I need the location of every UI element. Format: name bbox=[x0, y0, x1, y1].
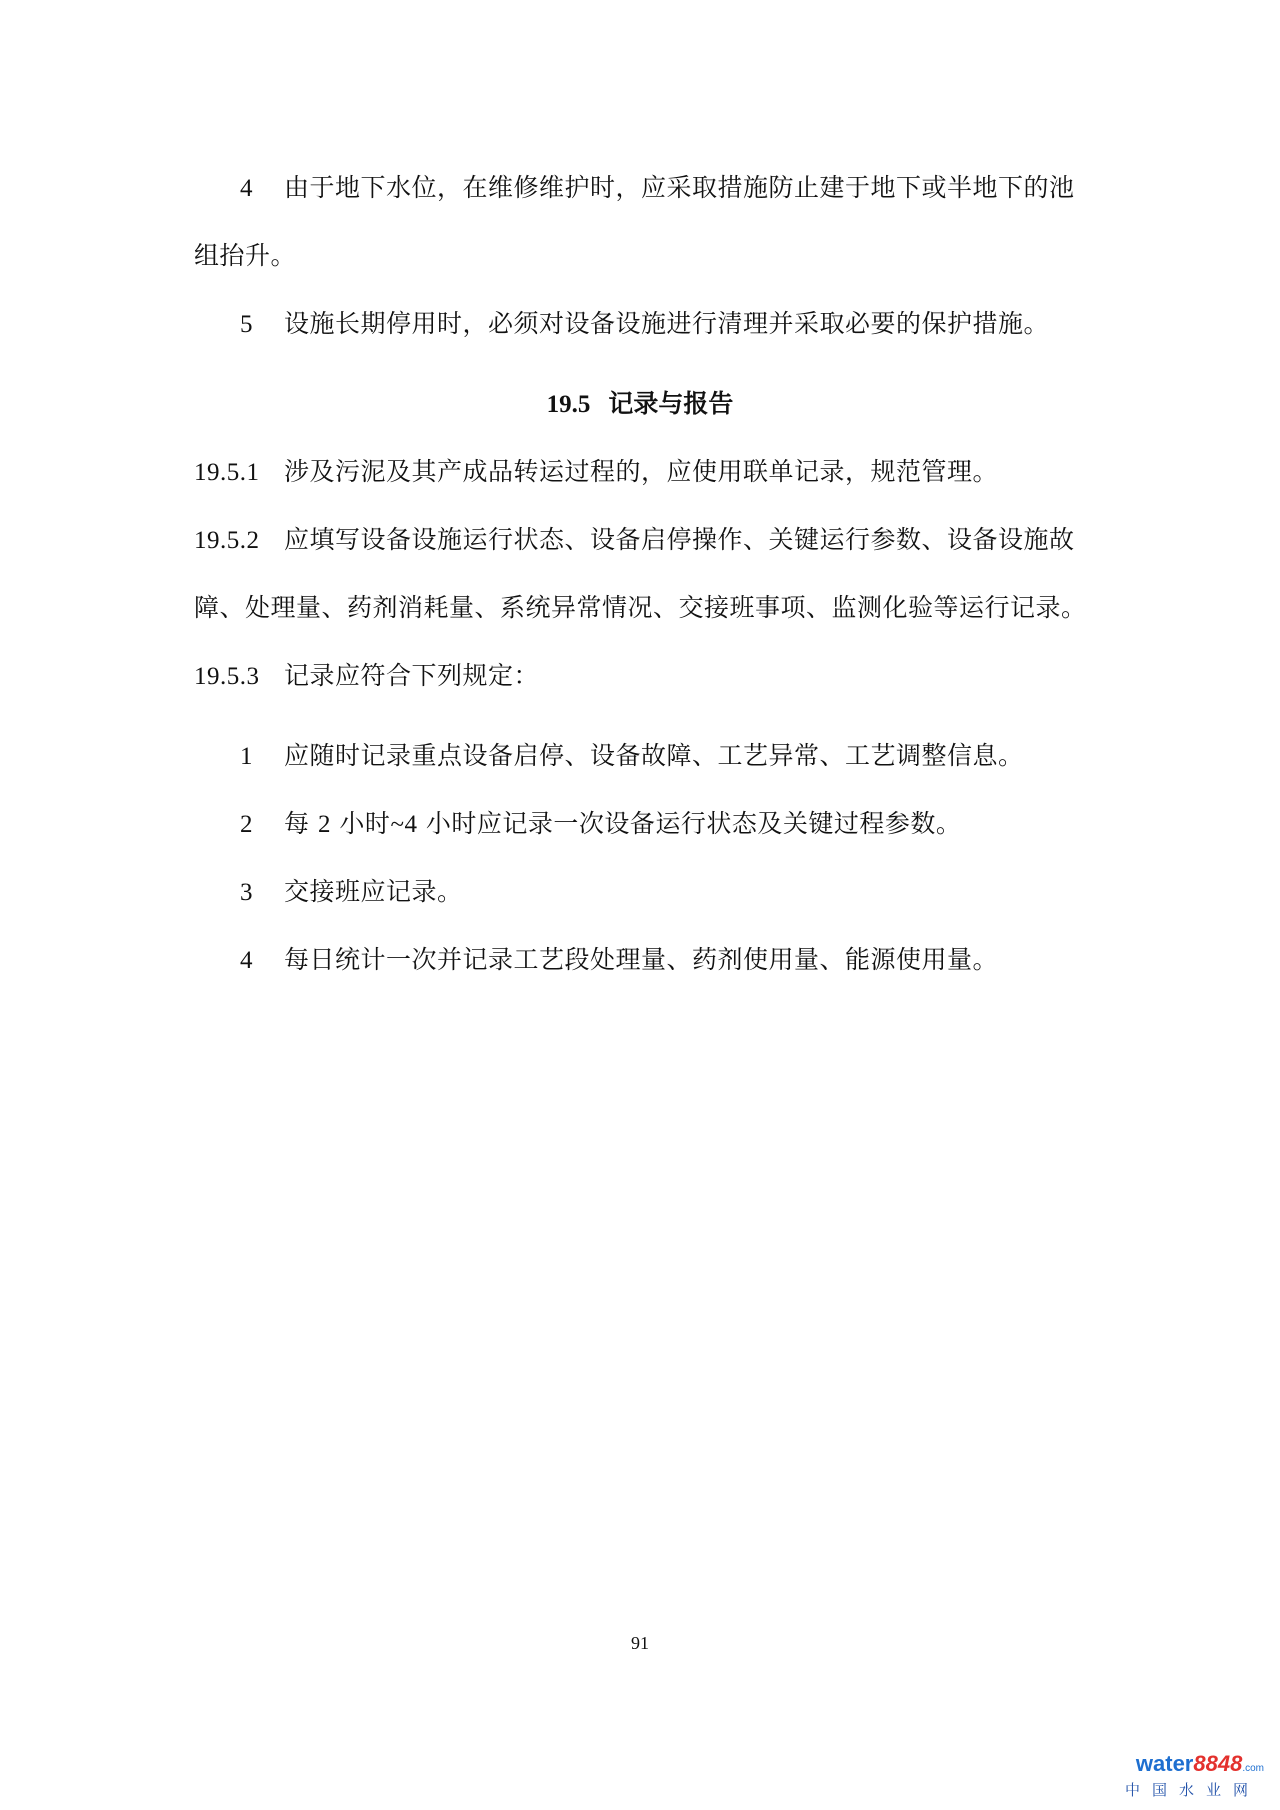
clause-text: 涉及污泥及其产成品转运过程的，应使用联单记录，规范管理。 bbox=[284, 457, 999, 486]
clause-continuation bbox=[194, 592, 1087, 624]
item-inline-number: 2 bbox=[317, 811, 331, 838]
clause-text: 记录应符合下列规定： bbox=[284, 661, 540, 690]
item-inline-number: ~4 bbox=[390, 811, 418, 838]
item-number: 5 bbox=[240, 311, 253, 338]
list-item bbox=[240, 876, 463, 909]
watermark-brand: water8848.com bbox=[1135, 1751, 1264, 1776]
item-number: 2 bbox=[240, 811, 253, 838]
clause-text-continued: 障、处理量、药剂消耗量、系统异常情况、交接班事项、监测化验等运行记录。 bbox=[194, 593, 1087, 622]
item-text-c: 小时应记录一次设备运行状态及关键过程参数。 bbox=[425, 809, 962, 838]
list-item bbox=[240, 808, 961, 841]
clause-number: 19.5.3 bbox=[194, 663, 260, 690]
item-number: 3 bbox=[240, 879, 253, 906]
item-text: 由于地下水位，在维修维护时，应采取措施防止建于地下或半地下的池 bbox=[284, 173, 1075, 202]
watermark-subtitle: 中国水业网 bbox=[1124, 1781, 1260, 1799]
section-heading bbox=[0, 388, 1280, 421]
clause bbox=[194, 660, 539, 693]
item-text: 每日统计一次并记录工艺段处理量、药剂使用量、能源使用量。 bbox=[284, 945, 999, 974]
list-item bbox=[240, 740, 1024, 773]
list-item bbox=[240, 944, 998, 977]
list-item bbox=[240, 172, 1075, 205]
item-number: 1 bbox=[240, 743, 253, 770]
section-number: 19.5 bbox=[546, 391, 591, 418]
item-number: 4 bbox=[240, 175, 253, 202]
list-item bbox=[240, 308, 1049, 341]
clause-number: 19.5.2 bbox=[194, 527, 260, 554]
item-text: 设施长期停用时，必须对设备设施进行清理并采取必要的保护措施。 bbox=[284, 309, 1050, 338]
item-text-a: 每 bbox=[284, 809, 310, 838]
clause-number: 19.5.1 bbox=[194, 459, 260, 486]
clause bbox=[194, 456, 998, 489]
item-text: 应随时记录重点设备启停、设备故障、工艺异常、工艺调整信息。 bbox=[284, 741, 1024, 770]
item-number: 4 bbox=[240, 947, 253, 974]
clause bbox=[194, 524, 1075, 557]
item-text: 交接班应记录。 bbox=[284, 877, 463, 906]
clause-text: 应填写设备设施运行状态、设备启停操作、关键运行参数、设备设施故 bbox=[284, 525, 1075, 554]
item-text-b: 小时 bbox=[339, 809, 391, 838]
page-number: 91 bbox=[631, 1633, 649, 1653]
watermark-logo bbox=[1114, 1752, 1264, 1802]
list-item-continuation bbox=[194, 240, 296, 272]
item-text-continued: 组抬升。 bbox=[194, 241, 297, 270]
section-title: 记录与报告 bbox=[608, 389, 734, 418]
